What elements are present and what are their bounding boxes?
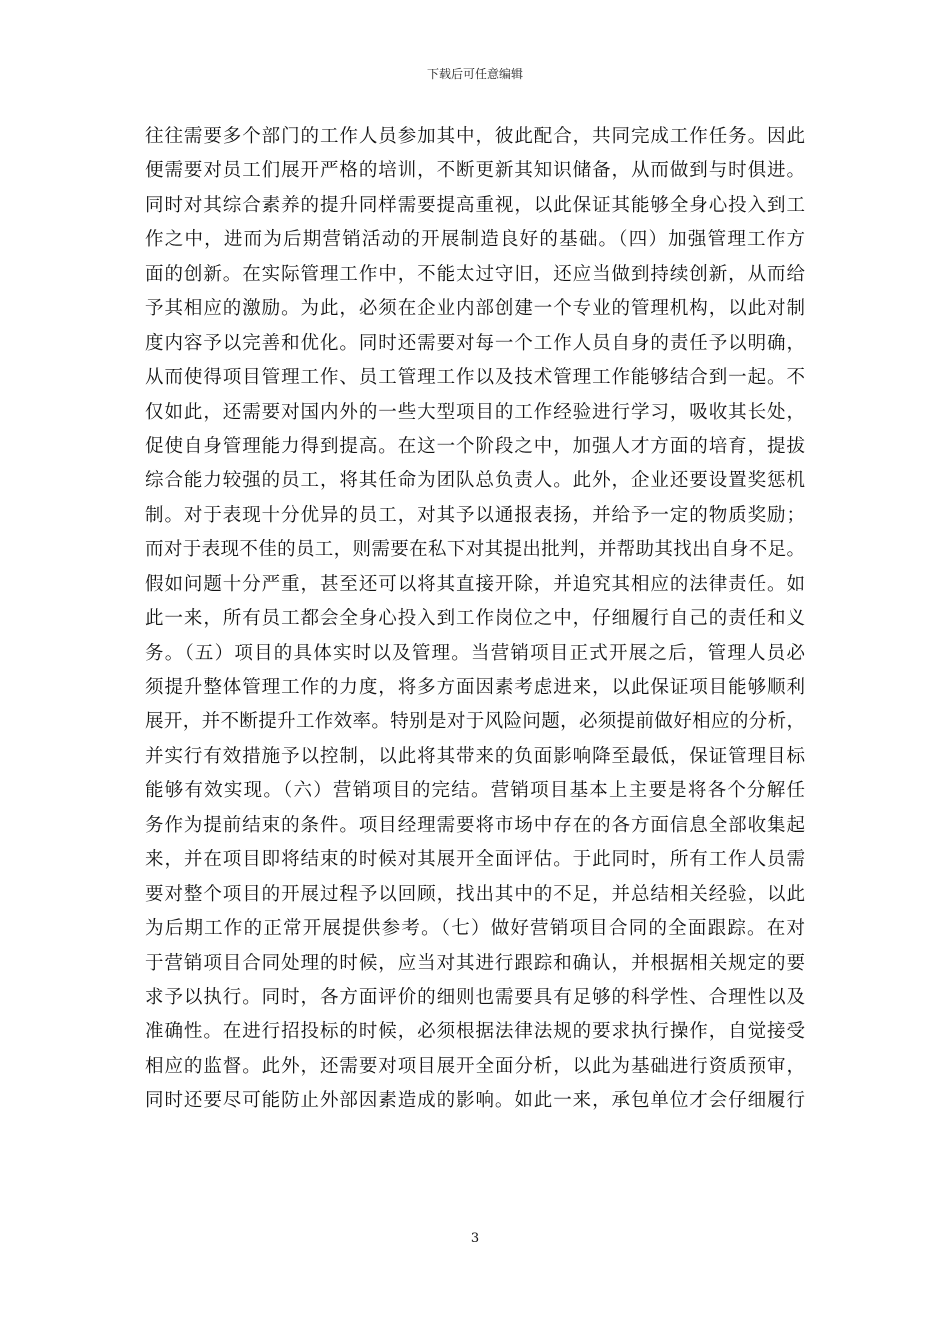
- text-line: 而对于表现不佳的员工，则需要在私下对其提出批判，并帮助其找出自身不足。: [145, 539, 805, 561]
- text-line: 求予以执行。同时，各方面评价的细则也需要具有足够的科学性、合理性以及: [145, 986, 805, 1008]
- text-line: 准确性。在进行招投标的时候，必须根据法律法规的要求执行操作，自觉接受: [145, 1021, 805, 1043]
- text-line: 仅如此，还需要对国内外的一些大型项目的工作经验进行学习，吸收其长处，: [145, 401, 805, 423]
- text-line: 并实行有效措施予以控制，以此将其带来的负面影响降至最低，保证管理目标: [145, 745, 805, 767]
- text-line: 能够有效实现。（六）营销项目的完结。营销项目基本上主要是将各个分解任: [145, 780, 805, 802]
- body-text: [145, 120, 805, 1119]
- text-line: 制。对于表现十分优异的员工，对其予以通报表扬，并给予一定的物质奖励；: [145, 504, 805, 526]
- page-number: 3: [470, 1231, 480, 1246]
- text-line: 要对整个项目的开展过程予以回顾，找出其中的不足，并总结相关经验，以此: [145, 883, 805, 905]
- text-line: 来，并在项目即将结束的时候对其展开全面评估。于此同时，所有工作人员需: [145, 849, 805, 871]
- text-line: 须提升整体管理工作的力度，将多方面因素考虑进来，以此保证项目能够顺利: [145, 677, 805, 698]
- text-line: 同时还要尽可能防止外部因素造成的影响。如此一来，承包单位才会仔细履行: [145, 1090, 805, 1112]
- text-line: 务。（五）项目的具体实时以及管理。当营销项目正式开展之后，管理人员必: [145, 642, 805, 664]
- text-line: 度内容予以完善和优化。同时还需要对每一个工作人员自身的责任予以明确，: [145, 332, 805, 354]
- text-line: 往往需要多个部门的工作人员参加其中，彼此配合，共同完成工作任务。因此: [145, 126, 805, 147]
- text-line: 于营销项目合同处理的时候，应当对其进行跟踪和确认，并根据相关规定的要: [145, 952, 805, 974]
- text-line: 作之中，进而为后期营销活动的开展制造良好的基础。（四）加强管理工作方: [145, 229, 805, 251]
- page-header-note: 下载后可任意编辑: [426, 67, 523, 81]
- text-line: 展开，并不断提升工作效率。特别是对于风险问题，必须提前做好相应的分析，: [145, 711, 805, 733]
- text-line: 为后期工作的正常开展提供参考。（七）做好营销项目合同的全面跟踪。在对: [145, 918, 805, 940]
- text-line: 促使自身管理能力得到提高。在这一个阶段之中，加强人才方面的培育，提拔: [145, 435, 805, 457]
- text-line: 相应的监督。此外，还需要对项目展开全面分析，以此为基础进行资质预审，: [145, 1055, 805, 1077]
- text-line: 予其相应的激励。为此，必须在企业内部创建一个专业的管理机构，以此对制: [145, 298, 805, 320]
- text-line: 便需要对员工们展开严格的培训，不断更新其知识储备，从而做到与时俱进。: [145, 160, 805, 182]
- text-line: 从而使得项目管理工作、员工管理工作以及技术管理工作能够结合到一起。不: [145, 367, 805, 389]
- text-line: 综合能力较强的员工，将其任命为团队总负责人。此外，企业还要设置奖惩机: [145, 470, 805, 492]
- text-line: 面的创新。在实际管理工作中，不能太过守旧，还应当做到持续创新，从而给: [145, 263, 805, 285]
- text-line: 同时对其综合素养的提升同样需要提高重视，以此保证其能够全身心投入到工: [145, 194, 805, 216]
- text-line: 假如问题十分严重，甚至还可以将其直接开除，并追究其相应的法律责任。如: [145, 573, 805, 595]
- text-line: 此一来，所有员工都会全身心投入到工作岗位之中，仔细履行自己的责任和义: [145, 608, 805, 630]
- text-line: 务作为提前结束的条件。项目经理需要将市场中存在的各方面信息全部收集起: [145, 814, 805, 836]
